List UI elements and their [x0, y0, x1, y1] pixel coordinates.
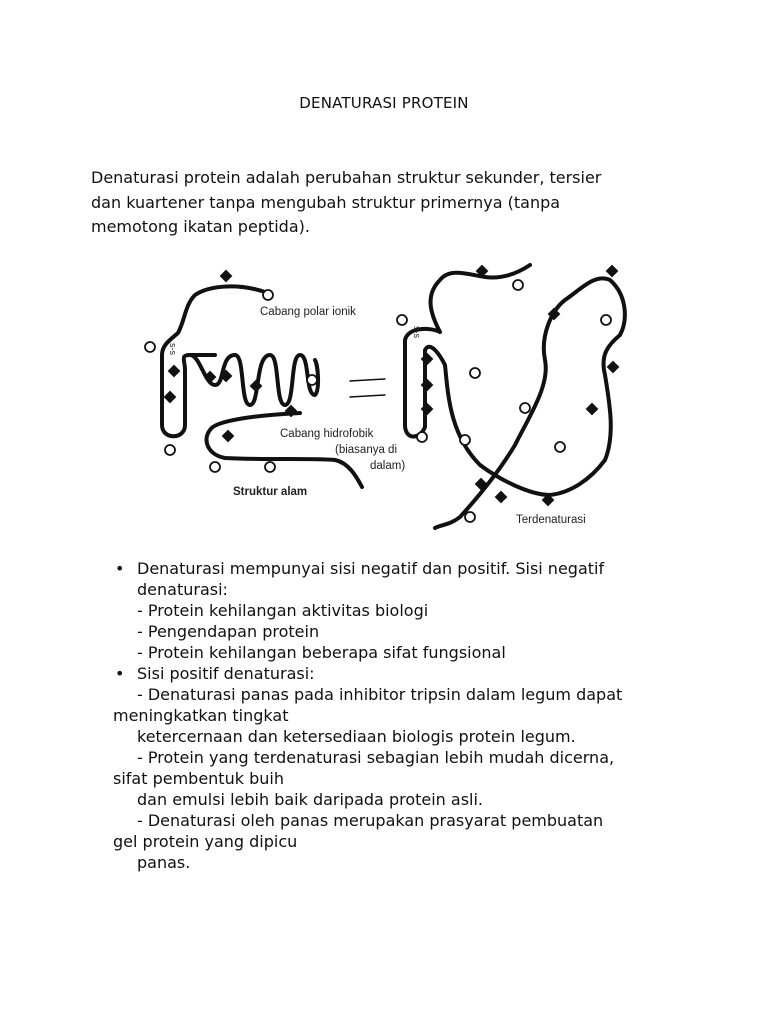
bullet-line: - Protein kehilangan aktivitas biologi	[137, 601, 429, 620]
polar-marker	[210, 462, 220, 472]
bullet-item: • Sisi positif denaturasi:	[115, 664, 315, 683]
equilibrium-arrow-forward	[350, 379, 385, 381]
polar-marker	[145, 342, 155, 352]
bullet-marker: •	[115, 664, 125, 683]
intro-line: memotong ikatan peptida).	[91, 217, 310, 236]
polar-marker	[265, 462, 275, 472]
polar-marker	[513, 280, 523, 290]
bullet-line: - Denaturasi panas pada inhibitor tripsin dalam legum dapat	[137, 685, 623, 704]
bullet-line: - Pengendapan protein	[137, 622, 320, 641]
hydrophobic-marker	[164, 391, 175, 402]
polar-marker	[470, 368, 480, 378]
polar-marker	[165, 445, 175, 455]
polar-marker	[397, 315, 407, 325]
polar-marker	[263, 290, 273, 300]
label-disulfide-2: s-s	[412, 326, 422, 338]
bullet-line: panas.	[137, 853, 191, 872]
polar-marker	[601, 315, 611, 325]
label-disulfide: s-s	[168, 343, 178, 355]
bullet-line: sifat pembentuk buih	[113, 769, 284, 788]
page-title: DENATURASI PROTEIN	[299, 94, 469, 112]
bullet-marker: •	[115, 559, 125, 578]
label-hydrophobic-2: (biasanya di	[335, 444, 398, 456]
polar-marker	[555, 442, 565, 452]
bullet-line: gel protein yang dipicu	[113, 832, 298, 851]
bullet-line: denaturasi:	[137, 580, 228, 599]
label-denatured: Terdenaturasi	[516, 514, 586, 526]
intro-line: dan kuartener tanpa mengubah struktur primernya (tanpa	[91, 192, 561, 212]
hydrophobic-marker	[220, 270, 231, 281]
hydrophobic-marker	[250, 380, 261, 391]
polar-marker	[460, 435, 470, 445]
label-polar-ionic: Cabang polar ionik	[260, 306, 356, 318]
polar-marker	[520, 403, 530, 413]
native-backbone	[162, 286, 268, 436]
hydrophobic-marker	[607, 361, 618, 372]
bullet-line: dan emulsi lebih baik daripada protein asli.	[137, 790, 484, 809]
equilibrium-arrow-back	[350, 395, 385, 397]
bullet-line: - Protein kehilangan beberapa sifat fungsional	[137, 643, 506, 662]
hydrophobic-marker	[495, 491, 506, 502]
protein-denaturation-diagram	[140, 255, 640, 540]
bullet-line: - Denaturasi oleh panas merupakan prasyarat pembuatan	[137, 811, 604, 830]
label-hydrophobic-3: dalam)	[370, 460, 406, 472]
polar-marker	[465, 512, 475, 522]
bullet-line: meningkatkan tingkat	[113, 706, 289, 725]
hydrophobic-marker	[222, 430, 233, 441]
hydrophobic-marker	[586, 403, 597, 414]
bullet-line: ketercernaan dan ketersediaan biologis protein legum.	[137, 727, 576, 746]
hydrophobic-marker	[606, 265, 617, 276]
polar-marker	[417, 432, 427, 442]
intro-paragraph	[91, 166, 691, 240]
label-native-structure: Struktur alam	[233, 486, 308, 498]
bullet-item: • Denaturasi mempunyai sisi negatif dan positif. Sisi negatif	[115, 559, 605, 578]
bullet-list	[113, 558, 713, 873]
polar-marker	[307, 375, 317, 385]
intro-line: Denaturasi protein adalah perubahan struktur sekunder, tersier	[91, 168, 602, 187]
hydrophobic-marker	[168, 365, 179, 376]
bullet-line: - Protein yang terdenaturasi sebagian lebih mudah dicerna,	[137, 748, 615, 767]
label-hydrophobic: Cabang hidrofobik	[280, 428, 374, 440]
